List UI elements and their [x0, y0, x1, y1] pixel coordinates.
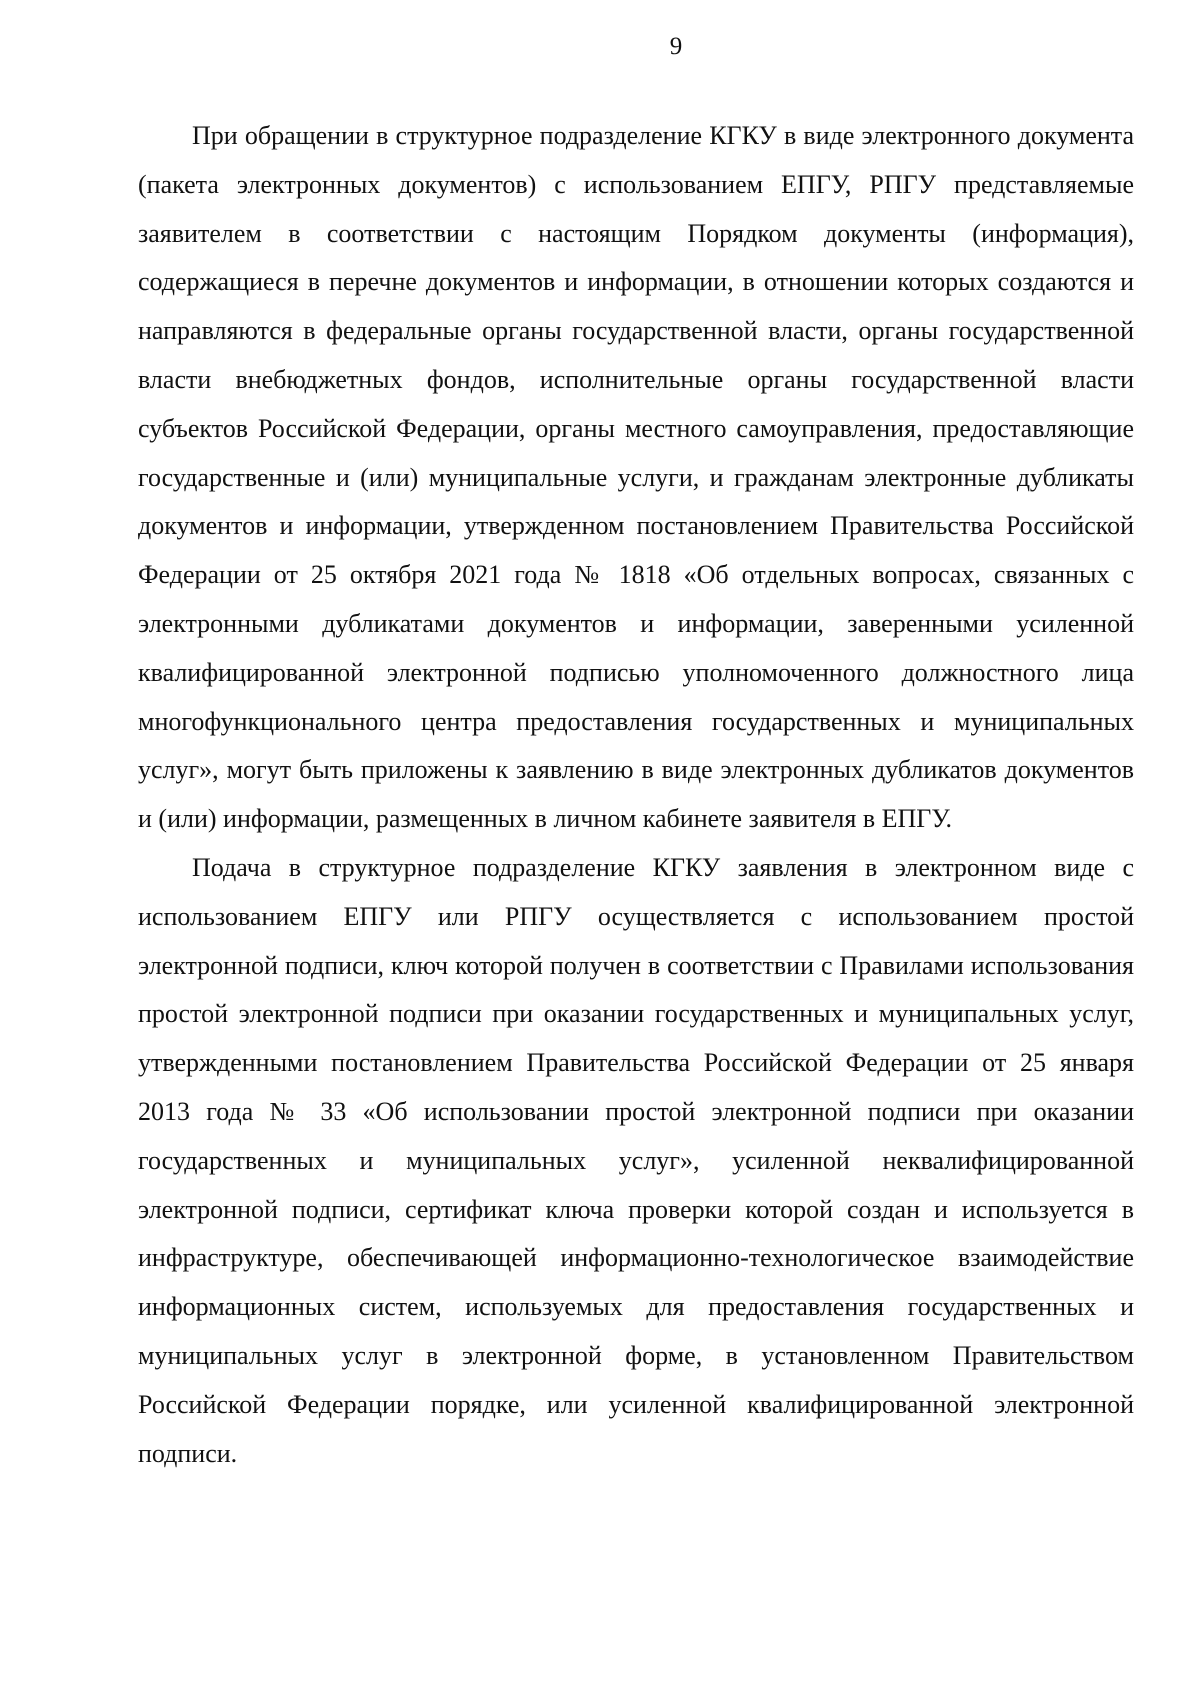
body-text — [138, 112, 1134, 1478]
paragraph-electronic-document-submission: При обращении в структурное подразделение КГКУ в виде электронного документа (пакета электронных документов) с использованием ЕПГУ, РПГУ представляемые заявителем в соответствии с настоящим Порядком документы (информация), содержащиеся в перечне документов и информации, в отношении которых создаются и направляются в федеральные органы государственной власти, органы государственной власти внебюджетных фондов, исполнительные органы государственной власти субъектов Российской Федерации, органы местного самоуправления, предоставляющие государственные и (или) муниципальные услуги, и гражданам электронные дубликаты документов и информации, утвержденном постановлением Правительства Российской Федерации от 25 октября 2021 года № 1818 «Об отдельных вопросах, связанных с электронными дубликатами документов и информации, заверенными усиленной квалифицированной электронной подписью уполномоченного должностного лица многофункционального центра предоставления государственных и муниципальных услуг», могут быть приложены к заявлению в виде электронных дубликатов документов и (или) информации, размещенных в личном кабинете заявителя в ЕПГУ. — [138, 121, 1134, 834]
page-number: 9 — [669, 33, 683, 60]
paragraph-electronic-signature-requirements: Подача в структурное подразделение КГКУ заявления в электронном виде с использованием ЕПГУ или РПГУ осуществляется с использованием простой электронной подписи, ключ которой получен в соответствии с Правилами использования простой электронной подписи при оказании государственных и муниципальных услуг, утвержденными постановлением Правительства Российской Федерации от 25 января 2013 года № 33 «Об использовании простой электронной подписи при оказании государственных и муниципальных услуг», усиленной неквалифицированной электронной подписи, сертификат ключа проверки которой создан и используется в инфраструктуре, обеспечивающей информационно-технологическое взаимодействие информационных систем, используемых для предоставления государственных и муниципальных услуг в электронной форме, в установленном Правительством Российской Федерации порядке, или усиленной квалифицированной электронной подписи. — [138, 852, 1134, 1468]
